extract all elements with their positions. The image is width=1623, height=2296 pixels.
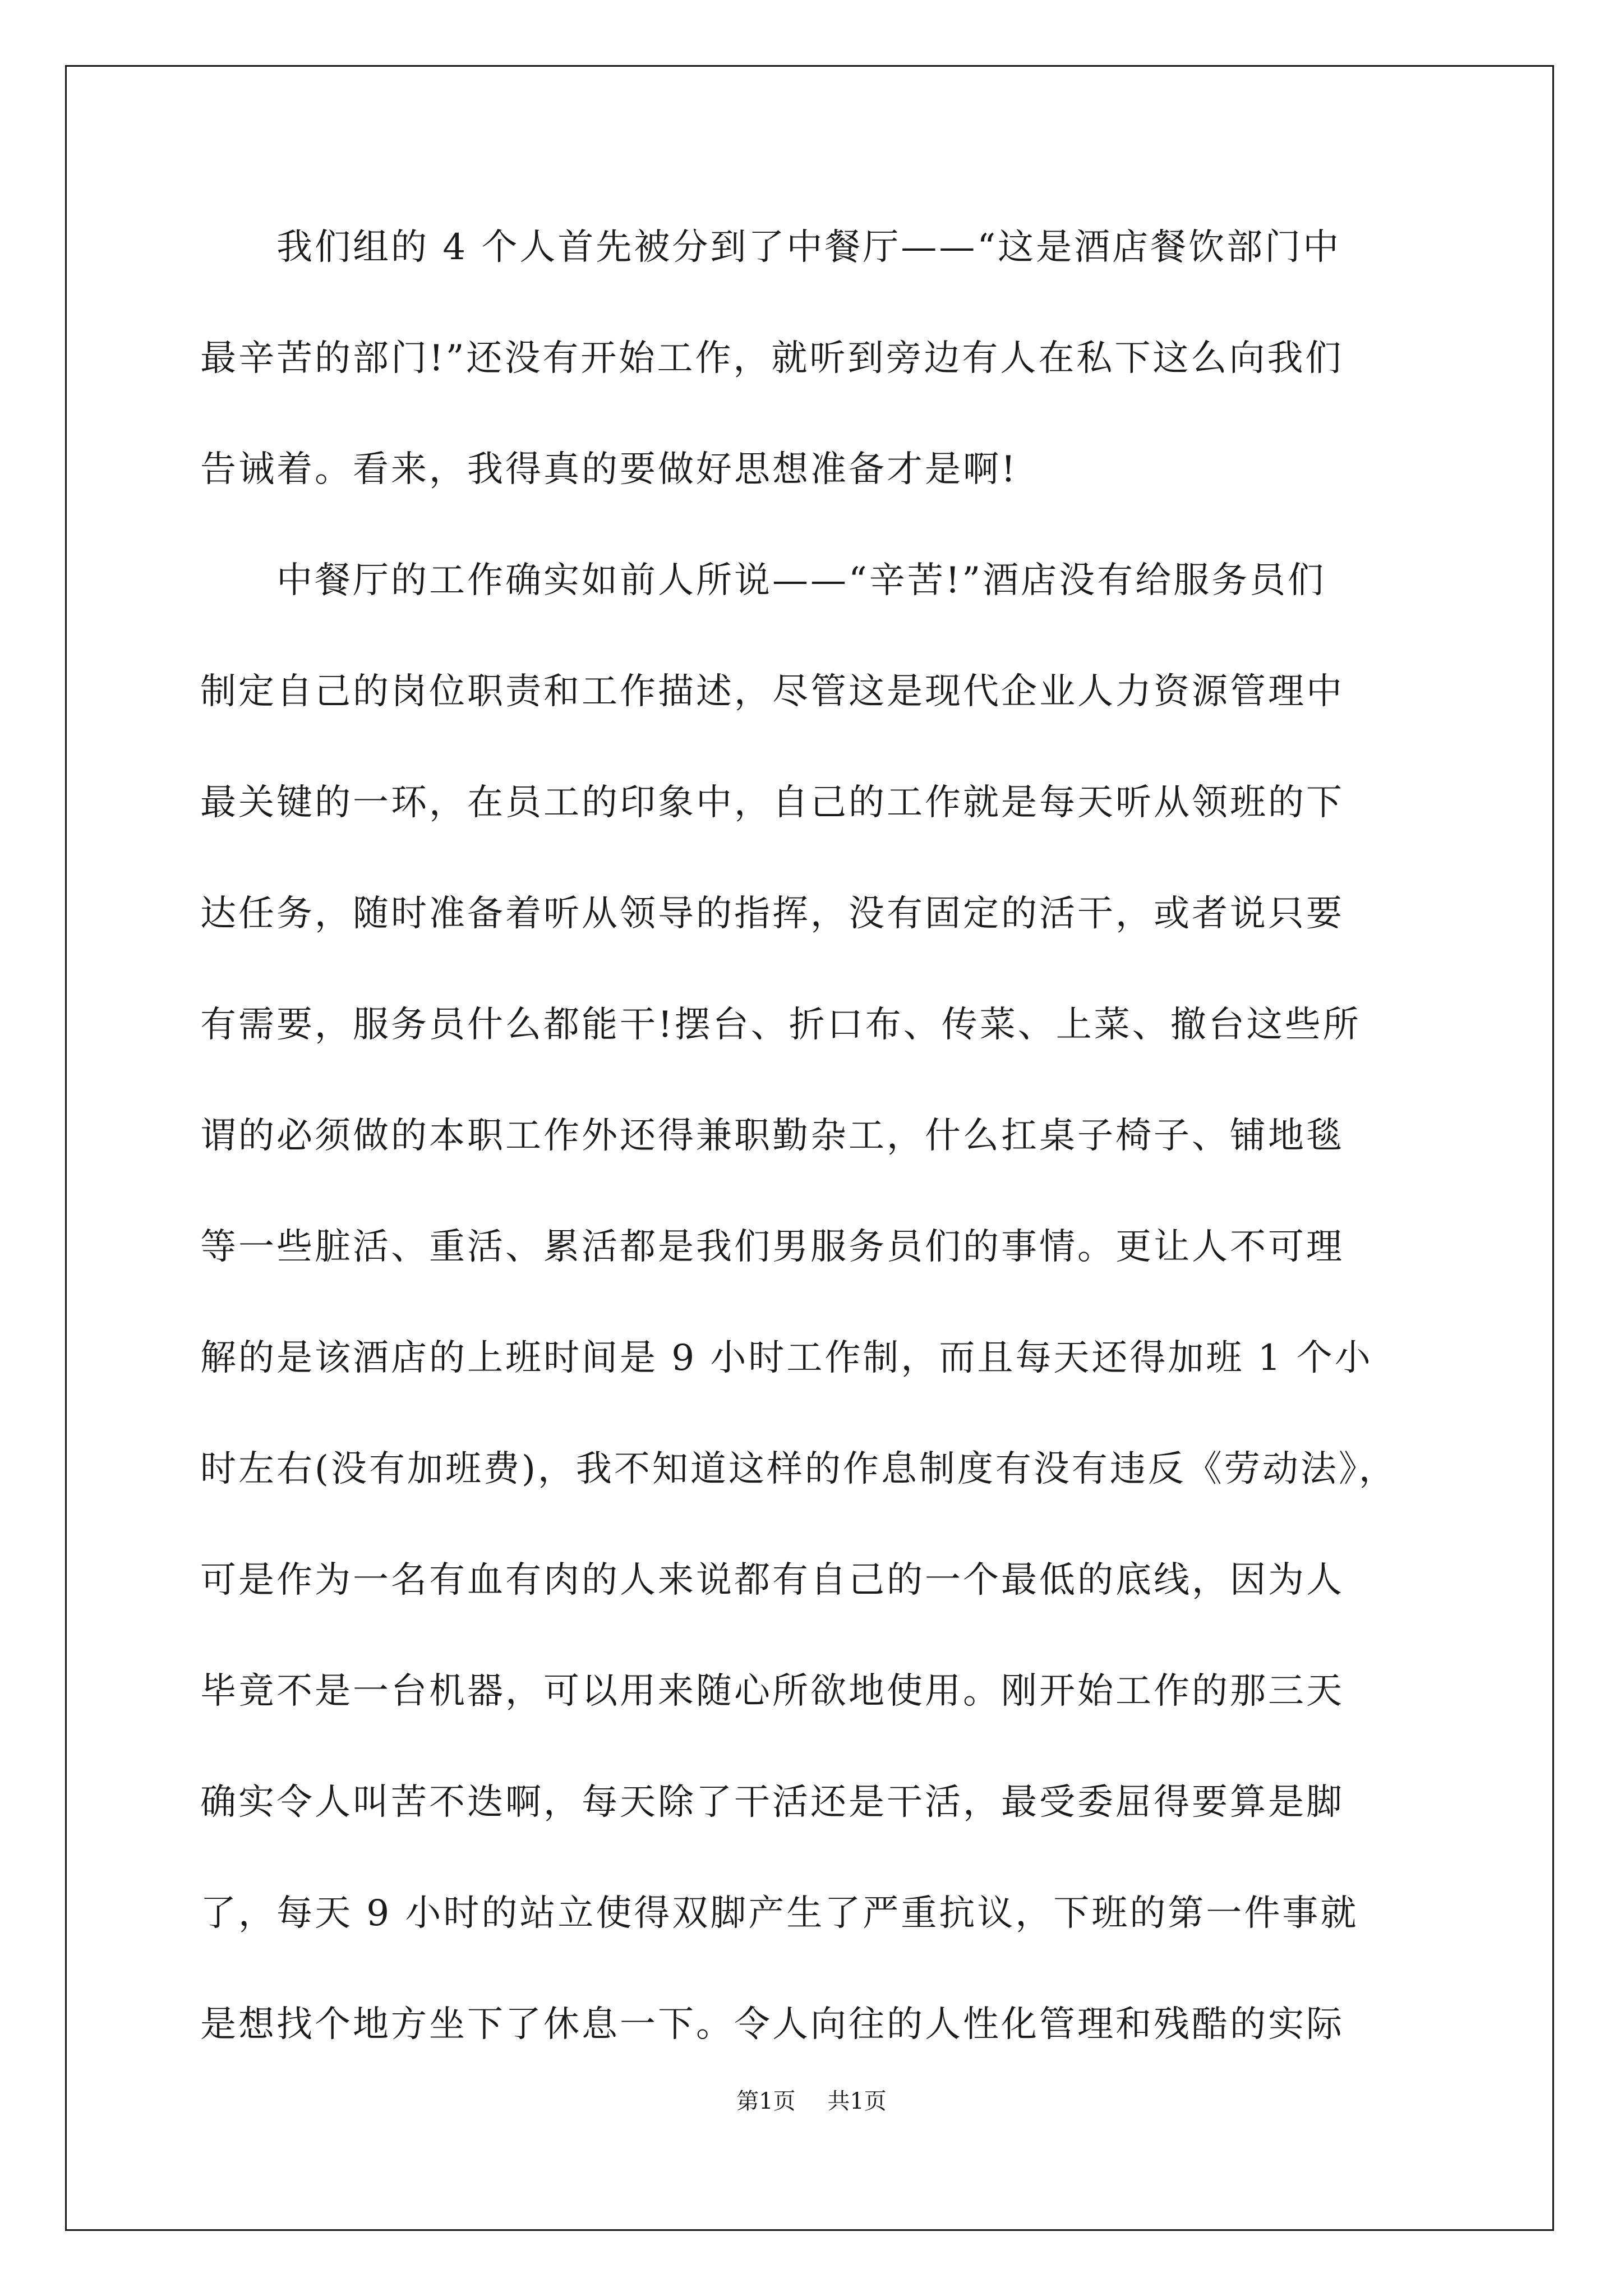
page-number: 第1页 [736, 2088, 796, 2114]
page-total: 共1页 [827, 2088, 887, 2114]
text-line: 毕竟不是一台机器，可以用来随心所欲地使用。刚开始工作的那三天 [200, 1671, 1344, 1712]
text-line: 是想找个地方坐下了休息一下。令人向往的人性化管理和残酷的实际 [200, 2004, 1344, 2045]
text-line: 中餐厅的工作确实如前人所说——“辛苦!”酒店没有给服务员们 [200, 560, 1326, 601]
text-line: 时左右(没有加班费)，我不知道这样的作息制度有没有违反《劳动法》， [200, 1448, 1397, 1490]
text-line: 制定自己的岗位职责和工作描述，尽管这是现代企业人力资源管理中 [200, 671, 1344, 712]
text-line: 最关键的一环，在员工的印象中，自己的工作就是每天听从领班的下 [200, 782, 1344, 823]
page-footer [0, 2083, 1623, 2115]
text-line: 谓的必须做的本职工作外还得兼职勤杂工，什么扛桌子椅子、铺地毯 [200, 1115, 1344, 1157]
document-body [200, 217, 1423, 2105]
text-line: 可是作为一名有血有肉的人来说都有自己的一个最低的底线，因为人 [200, 1559, 1344, 1601]
text-line: 等一些脏活、重活、累活都是我们男服务员们的事情。更让人不可理 [200, 1226, 1344, 1268]
text-line: 达任务，随时准备着听从领导的指挥，没有固定的活干，或者说只要 [200, 893, 1344, 935]
text-line: 了，每天 9 小时的站立使得双脚产生了严重抗议，下班的第一件事就 [200, 1893, 1359, 1934]
text-line: 有需要，服务员什么都能干!摆台、折口布、传菜、上菜、撤台这些所 [200, 1004, 1361, 1046]
text-line: 确实令人叫苦不迭啊，每天除了干活还是干活，最受委屈得要算是脚 [200, 1782, 1344, 1823]
text-line: 我们组的 4 个人首先被分到了中餐厅——“这是酒店餐饮部门中 [200, 227, 1341, 268]
text-line: 解的是该酒店的上班时间是 9 小时工作制，而且每天还得加班 1 个小 [200, 1337, 1373, 1379]
text-line: 告诫着。看来，我得真的要做好思想准备才是啊! [200, 449, 1018, 490]
text-line: 最辛苦的部门!”还没有开始工作，就听到旁边有人在私下这么向我们 [200, 338, 1344, 379]
